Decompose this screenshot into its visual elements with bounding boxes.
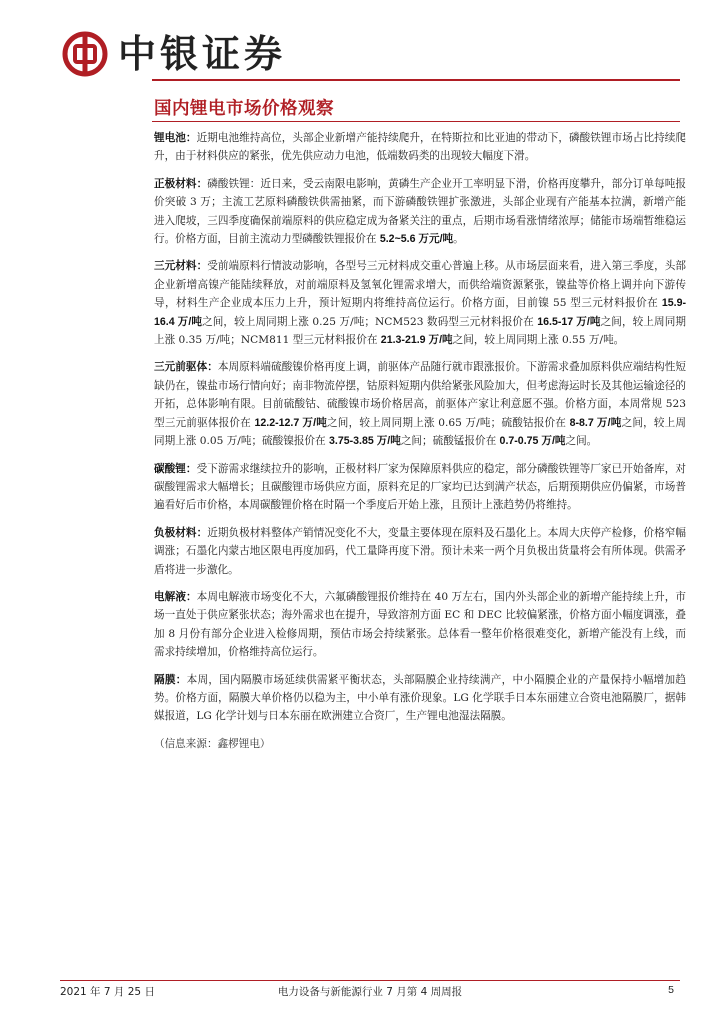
page-number: 5 — [668, 984, 674, 996]
paragraph-text: 受前端原料行情波动影响，各型号三元材料成交重心普遍上移。从市场层面来看，进入第三季度，头部企业新增高镍产能陆续释放，对前端原料及氢氧化锂需求增大，而供给端资源紧张，镍盐等价格上调并向下游传导，材料生产企业成本压力上升，预计短期内将维持高位运行。价格方面，目前镍 55 型三元材料报价在 — [154, 260, 687, 310]
paragraph-list — [154, 129, 686, 726]
paragraph-text: 之间；硫酸锰报价在 — [400, 435, 500, 448]
paragraph-text: 之间，较上周同期上涨 0.55 万/吨。 — [452, 334, 625, 347]
paragraph-text: 之间，较上周同期上涨 0.25 万/吨；NCM523 数码型三元材料报价在 — [202, 315, 538, 328]
paragraph — [154, 257, 686, 349]
price-highlight: 15.9-16.4 万/吨 — [154, 297, 686, 328]
source-note: （信息来源：鑫椤锂电） — [154, 737, 271, 750]
paragraph — [154, 358, 686, 450]
footer-divider — [60, 980, 680, 981]
footer-report-title: 电力设备与新能源行业 7 月第 4 周周报 — [277, 986, 463, 998]
paragraph — [154, 129, 686, 166]
paragraph — [154, 524, 686, 579]
paragraph-lead: 碳酸锂： — [154, 462, 197, 475]
page-footer — [60, 984, 680, 1002]
price-highlight: 12.2-12.7 万/吨 — [254, 416, 328, 429]
paragraph-text: 之间，较上周同期上涨 0.05 万/吨；硫酸镍报价在 — [154, 416, 687, 448]
header-divider — [152, 79, 680, 81]
paragraph-text: 近期负极材料整体产销情况变化不大，变量主要体现在原料及石墨化上。本周大庆停产检修，价格窄幅调涨；石墨化内蒙古地区限电再度加码，代工量降再度下滑。预计未来一两个月负极出货量将会有所体现。供需矛盾将进一步激化。 — [154, 526, 687, 576]
price-highlight: 5.2~5.6 万元/吨 — [379, 233, 454, 246]
paragraph-text: 本周电解液市场变化不大，六氟磷酸锂报价维持在 40 万左右，国内外头部企业的新增产能持续上升，市场一直处于供应紧张状态；海外需求也在提升，导致溶剂方面 EC 和 DEC 比较偏紧涨，价格方面小幅度调涨，叠加 8 月份有部分企业进入检修周期，预估市场会持续紧张。总体看一整年价格很难变化，新增产能没有上线，而需求持续增加，价格维持高位运行。 — [154, 590, 687, 659]
price-highlight: 21.3-21.9 万/吨 — [380, 334, 453, 347]
paragraph-lead: 电解液： — [154, 590, 197, 603]
paragraph-text: 磷酸铁锂：近日来，受云南限电影响，黄磷生产企业开工率明显下滑，价格再度攀升，部分订单每吨报价突破 3 万；主流工艺原料磷酸铁供需抽紧，而下游磷酸铁锂扩张激进，头部企业现有产能基本拉满，新增产能进入爬坡，三四季度确保前端原料的供应稳定成为备紧关注的重点，后期市场看涨情绪浓厚；储能市场端暂维稳运行。价格方面，目前主流动力型磷酸铁锂报价在 — [154, 177, 687, 246]
paragraph-text: 之间，较上周同期上涨 0.35 万/吨；NCM811 型三元材料报价在 — [154, 315, 686, 347]
paragraph-lead: 隔膜： — [154, 673, 187, 686]
section-title-divider — [152, 121, 680, 122]
price-highlight: 16.5-17 万/吨 — [537, 315, 601, 328]
paragraph-lead: 锂电池： — [154, 132, 197, 144]
paragraph — [154, 460, 686, 515]
footer-date: 2021 年 7 月 25 日 — [60, 986, 155, 998]
section-title: 国内锂电市场价格观察 — [154, 99, 334, 119]
article-body — [154, 129, 686, 753]
paragraph-text: 近期电池维持高位，头部企业新增产能持续爬升，在特斯拉和比亚迪的带动下，磷酸铁锂市场占比持续爬升，由于材料供应的紧张，优先供应动力电池，低端数码类的出现较大幅度下滑。 — [154, 132, 687, 163]
paragraph — [154, 175, 686, 249]
report-header — [62, 26, 286, 82]
paragraph — [154, 671, 686, 726]
paragraph-text: 。 — [453, 233, 464, 246]
paragraph-text: 之间。 — [565, 435, 598, 448]
paragraph-lead: 负极材料： — [154, 526, 208, 539]
paragraph-lead: 正极材料： — [154, 177, 208, 190]
price-highlight: 8-8.7 万/吨 — [569, 416, 622, 429]
price-highlight: 3.75-3.85 万/吨 — [328, 435, 401, 448]
boc-logo-icon — [62, 31, 108, 77]
price-highlight: 0.7-0.75 万/吨 — [499, 435, 566, 448]
paragraph-text: 之间，较上周同期上涨 0.65 万/吨；硫酸钴报价在 — [327, 416, 570, 429]
paragraph-text: 受下游需求继续拉升的影响，正极材料厂家为保障原料供应的稳定，部分磷酸铁锂等厂家已开始备库，对碳酸锂需求大幅增长；且碳酸锂市场供应方面，原料充足的厂家均已达到满产状态，后期预期供应仍偏紧，市场普遍看好后市价格，本周碳酸锂价格在时隔一个季度后开始上涨，且预计上涨趋势仍将维持。 — [154, 462, 687, 512]
paragraph — [154, 588, 686, 662]
brand-name: 中银证券 — [118, 32, 287, 76]
paragraph-text: 本周，国内隔膜市场延续供需紧平衡状态，头部隔膜企业持续满产，中小隔膜企业的产量保持小幅增加趋势。价格方面，隔膜大单价格仍以稳为主，中小单有涨价现象。LG 化学联手日本东丽建立合资电池隔膜厂，据韩媒报道，LG 化学计划与日本东丽在欧洲建立合资厂，生产锂电池湿法隔膜。 — [154, 673, 687, 723]
paragraph-text: 本周原料端硫酸镍价格再度上调，前驱体产品随行就市跟涨报价。下游需求叠加原料供应端结构性短缺仍在，镍盐市场行情向好；南非物流停摆，钴原料短期内供给紧张风险加大，但考虑海运时长及其他运输途径的开拓，总体影响有限。目前硫酸钴、硫酸镍市场价格居高，前驱体产家让利意愿不强。价格方面，本周常规 523 型三元前驱体报价在 — [154, 361, 687, 429]
paragraph-lead: 三元材料： — [154, 260, 208, 273]
paragraph-lead: 三元前驱体： — [154, 361, 218, 374]
